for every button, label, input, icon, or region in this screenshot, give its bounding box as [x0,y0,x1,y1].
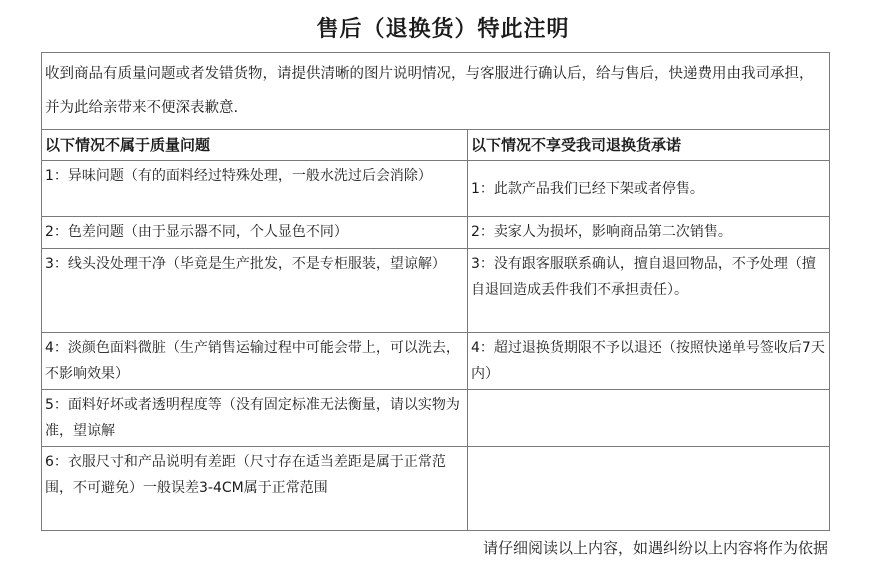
left-item-5: 5：面料好坏或者透明程度等（没有固定标准无法衡量，请以实物为准，望谅解 [42,390,468,447]
table-row [42,447,830,531]
table-row [42,390,830,447]
table-row [42,333,830,390]
notice-text: 收到商品有质量问题或者发错货物，请提供清晰的图片说明情况，与客服进行确认后，给与售后，快递费用由我司承担，并为此给亲带来不便深表歉意. [42,53,830,130]
right-item-2: 2：卖家人为损坏，影响商品第二次销售。 [468,217,830,249]
left-item-1: 1：异味问题（有的面料经过特殊处理，一般水洗过后会消除） [42,161,468,217]
table-row [42,217,830,249]
table-row [42,249,830,333]
right-item-3: 3：没有跟客服联系确认，擅自退回物品，不予处理（擅自退回造成丢件我们不承担责任）。 [468,249,830,333]
left-item-6: 6：衣服尺寸和产品说明有差距（尺寸存在适当差距是属于正常范围，不可避免）一般误差3-4CM属于正常范围 [42,447,468,531]
right-item-4: 4：超过退换货期限不予以退还（按照快递单号签收后7天内） [468,333,830,390]
footer-note: 请仔细阅读以上内容，如遇纠纷以上内容将作为依据 [482,539,828,557]
policy-table [41,52,830,531]
left-column-header: 以下情况不属于质量问题 [42,130,468,161]
right-column-header: 以下情况不享受我司退换货承诺 [468,130,830,161]
right-item-5 [468,390,830,447]
page-title: 售后（退换货）特此注明 [316,17,570,42]
notice-row [42,53,830,130]
table-row [42,161,830,217]
right-item-1: 1：此款产品我们已经下架或者停售。 [468,161,830,217]
left-item-3: 3：线头没处理干净（毕竟是生产批发，不是专柜服装，望谅解） [42,249,468,333]
left-item-2: 2：色差问题（由于显示器不同，个人显色不同） [42,217,468,249]
left-item-4: 4：淡颜色面料微脏（生产销售运输过程中可能会带上，可以洗去，不影响效果） [42,333,468,390]
right-item-6 [468,447,830,531]
header-row [42,130,830,161]
